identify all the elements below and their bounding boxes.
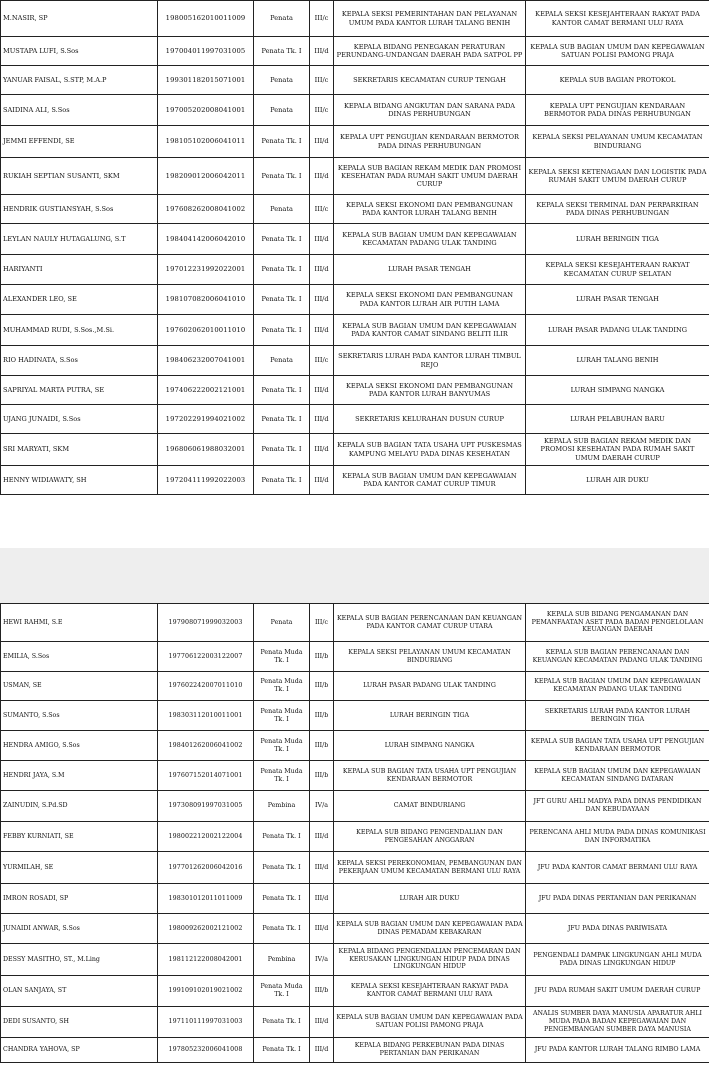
grade-cell: III/d [310, 434, 334, 466]
nip-cell: 198401262006041002 [158, 731, 254, 761]
new-position-cell: KEPALA SUB BAGIAN REKAM MEDIK DAN PROMOSI KESEHATAN PADA RUMAH SAKIT UMUM DAERAH CURUP [526, 434, 709, 466]
grade-cell: IV/a [310, 944, 334, 976]
table-row [1, 761, 709, 791]
rank-cell: Penata Muda Tk. I [254, 761, 310, 791]
table-row [1, 791, 709, 822]
nip-cell: 197805232006041008 [158, 1038, 254, 1063]
nip-cell: 198009262002121002 [158, 914, 254, 944]
rank-cell: Penata Tk. I [254, 1038, 310, 1063]
nip-cell: 196806061988032001 [158, 434, 254, 466]
rank-cell: Penata Tk. I [254, 884, 310, 914]
new-position-cell: JFU PADA RUMAH SAKIT UMUM DAERAH CURUP [526, 976, 709, 1007]
table-row [1, 95, 709, 126]
new-position-cell: LURAH SIMPANG NANGKA [526, 376, 709, 405]
old-position-cell: KEPALA BIDANG ANGKUTAN DAN SARANA PADA DINAS PERHUBUNGAN [334, 95, 526, 126]
grade-cell: III/d [310, 224, 334, 255]
new-position-cell: KEPALA SUB BAGIAN TATA USAHA UPT PENGUJIAN KENDARAAN BERMOTOR [526, 731, 709, 761]
rank-cell: Penata Tk. I [254, 315, 310, 346]
rank-cell: Penata Tk. I [254, 285, 310, 315]
name-cell: IMRON ROSADI, SP [1, 884, 158, 914]
grade-cell: III/c [310, 346, 334, 376]
old-position-cell: KEPALA SEKSI EKONOMI DAN PEMBANGUNAN PADA KANTOR LURAH AIR PUTIH LAMA [334, 285, 526, 315]
new-position-cell: KEPALA UPT PENGUJIAN KENDARAAN BERMOTOR PADA DINAS PERHUBUNGAN [526, 95, 709, 126]
grade-cell: III/d [310, 315, 334, 346]
rank-cell: Penata Muda Tk. I [254, 672, 310, 701]
rank-cell: Penata Tk. I [254, 255, 310, 285]
name-cell: JEMMI EFFENDI, SE [1, 126, 158, 158]
old-position-cell: KEPALA SUB BAGIAN UMUM DAN KEPEGAWAIAN PADA KANTOR CAMAT CURUP TIMUR [334, 466, 526, 495]
nip-cell: 197608262008041002 [158, 195, 254, 224]
grade-cell: III/b [310, 761, 334, 791]
nip-cell: 198404142006042010 [158, 224, 254, 255]
name-cell: DESSY MASITHO, ST., M.Ling [1, 944, 158, 976]
grade-cell: III/d [310, 852, 334, 884]
nip-cell: 197706122003122007 [158, 642, 254, 672]
new-position-cell: SEKRETARIS LURAH PADA KANTOR LURAH BERINGIN TIGA [526, 701, 709, 731]
name-cell: YANUAR FAISAL, S.STP, M.A.P [1, 66, 158, 95]
old-position-cell: KEPALA BIDANG PERKEBUNAN PADA DINAS PERTANIAN DAN PERIKANAN [334, 1038, 526, 1063]
grade-cell: III/d [310, 158, 334, 195]
rank-cell: Penata Tk. I [254, 376, 310, 405]
name-cell: ZAINUDIN, S.Pd.SD [1, 791, 158, 822]
grade-cell: III/d [310, 1007, 334, 1038]
new-position-cell: KEPALA SEKSI PELAYANAN UMUM KECAMATAN BINDURIANG [526, 126, 709, 158]
old-position-cell: KEPALA SUB BAGIAN UMUM DAN KEPEGAWAIAN PADA KANTOR CAMAT SINDANG BELITI ILIR [334, 315, 526, 346]
table-row [1, 642, 709, 672]
old-position-cell: KEPALA UPT PENGUJIAN KENDARAAN BERMOTOR PADA DINAS PERHUBUNGAN [334, 126, 526, 158]
new-position-cell: KEPALA SUB BAGIAN UMUM DAN KEPEGAWAIAN SATUAN POLISI PAMONG PRAJA [526, 37, 709, 66]
old-position-cell: KEPALA SEKSI EKONOMI DAN PEMBANGUNAN PADA KANTOR LURAH TALANG BENIH [334, 195, 526, 224]
old-position-cell: KEPALA BIDANG PENGENDALIAN PENCEMARAN DAN KERUSAKAN LINGKUNGAN HIDUP PADA DINAS LINGKUNGAN HIDUP [334, 944, 526, 976]
name-cell: DEDI SUSANTO, SH [1, 1007, 158, 1038]
name-cell: HENDRI JAYA, S.M [1, 761, 158, 791]
new-position-cell: LURAH TALANG BENIH [526, 346, 709, 376]
new-position-cell: PERENCANA AHLI MUDA PADA DINAS KOMUNIKASI DAN INFORMATIKA [526, 822, 709, 852]
new-position-cell: KEPALA SEKSI KETENAGAAN DAN LOGISTIK PADA RUMAH SAKIT UMUM DAERAH CURUP [526, 158, 709, 195]
grade-cell: III/c [310, 1, 334, 37]
name-cell: UJANG JUNAIDI, S.Sos [1, 405, 158, 434]
grade-cell: III/d [310, 405, 334, 434]
new-position-cell: KEPALA SUB BAGIAN UMUM DAN KEPEGAWAIAN KECAMATAN PADANG ULAK TANDING [526, 672, 709, 701]
nip-cell: 198406232007041001 [158, 346, 254, 376]
new-position-cell: JFT GURU AHLI MADYA PADA DINAS PENDIDIKAN DAN KEBUDAYAAN [526, 791, 709, 822]
rank-cell: Penata Tk. I [254, 822, 310, 852]
nip-cell: 197406222002121001 [158, 376, 254, 405]
rank-cell: Penata Muda Tk. I [254, 731, 310, 761]
name-cell: ALEXANDER LEO, SE [1, 285, 158, 315]
table-row [1, 1, 709, 37]
nip-cell: 197602062010011010 [158, 315, 254, 346]
old-position-cell: SEKRETARIS LURAH PADA KANTOR LURAH TIMBUL REJO [334, 346, 526, 376]
nip-cell: 197308091997031005 [158, 791, 254, 822]
name-cell: MUHAMMAD RUDI, S.Sos.,M.Si. [1, 315, 158, 346]
table-row [1, 701, 709, 731]
new-position-cell: KEPALA SEKSI KESEJAHTERAAN RAKYAT PADA KANTOR CAMAT BERMANI ULU RAYA [526, 1, 709, 37]
name-cell: LEYLAN NAULY HUTAGALUNG, S.T [1, 224, 158, 255]
old-position-cell: KEPALA SEKSI KESEJAHTERAAN RAKYAT PADA KANTOR CAMAT BERMANI ULU RAYA [334, 976, 526, 1007]
table-row [1, 884, 709, 914]
old-position-cell: KEPALA SUB BAGIAN PERENCANAAN DAN KEUANGAN PADA KANTOR CAMAT CURUP UTARA [334, 604, 526, 642]
old-position-cell: KEPALA SUB BAGIAN REKAM MEDIK DAN PROMOSI KESEHATAN PADA RUMAH SAKIT UMUM DAERAH CURUP [334, 158, 526, 195]
name-cell: HEWI RAHMI, S.E [1, 604, 158, 642]
rank-cell: Penata Tk. I [254, 224, 310, 255]
nip-cell: 197908071999032003 [158, 604, 254, 642]
grade-cell: III/b [310, 672, 334, 701]
name-cell: RIO HADINATA, S.Sos [1, 346, 158, 376]
table-row [1, 731, 709, 761]
grade-cell: III/b [310, 731, 334, 761]
old-position-cell: SEKRETARIS KECAMATAN CURUP TENGAH [334, 66, 526, 95]
rank-cell: Penata Tk. I [254, 434, 310, 466]
table-row [1, 914, 709, 944]
name-cell: SAIDINA ALI, S.Sos [1, 95, 158, 126]
old-position-cell: LURAH AIR DUKU [334, 884, 526, 914]
table-row [1, 376, 709, 405]
rank-cell: Penata [254, 604, 310, 642]
grade-cell: III/c [310, 66, 334, 95]
document-page-2 [0, 603, 709, 1082]
nip-cell: 198301012011011009 [158, 884, 254, 914]
name-cell: HENDRA AMIGO, S.Sos [1, 731, 158, 761]
name-cell: SUMANTO, S.Sos [1, 701, 158, 731]
table-row [1, 405, 709, 434]
nip-cell: 199109102019021002 [158, 976, 254, 1007]
nip-cell: 198107082006041010 [158, 285, 254, 315]
nip-cell: 197607152014071001 [158, 761, 254, 791]
table-row [1, 466, 709, 495]
table-row [1, 852, 709, 884]
old-position-cell: KEPALA SEKSI PEREKONOMIAN, PEMBANGUNAN DAN PEKERJAAN UMUM KECAMATAN BERMANI ULU RAYA [334, 852, 526, 884]
name-cell: SAPRIYAL MARTA PUTRA, SE [1, 376, 158, 405]
nip-cell: 198002212002122004 [158, 822, 254, 852]
new-position-cell: JFU PADA DINAS PARIWISATA [526, 914, 709, 944]
table-body-1 [1, 1, 709, 495]
grade-cell: III/c [310, 95, 334, 126]
name-cell: HENDRIK GUSTIANSYAH, S.Sos [1, 195, 158, 224]
table-row [1, 944, 709, 976]
new-position-cell: LURAH PELABUHAN BARU [526, 405, 709, 434]
table-row [1, 158, 709, 195]
old-position-cell: LURAH BERINGIN TIGA [334, 701, 526, 731]
nip-cell: 198105102006041011 [158, 126, 254, 158]
name-cell: RUKIAH SEPTIAN SUSANTI, SKM [1, 158, 158, 195]
rank-cell: Penata Muda Tk. I [254, 976, 310, 1007]
table-row [1, 66, 709, 95]
old-position-cell: KEPALA SUB BAGIAN UMUM DAN KEPEGAWAIAN KECAMATAN PADANG ULAK TANDING [334, 224, 526, 255]
table-row [1, 604, 709, 642]
grade-cell: III/d [310, 822, 334, 852]
grade-cell: III/d [310, 37, 334, 66]
new-position-cell: LURAH AIR DUKU [526, 466, 709, 495]
old-position-cell: LURAH PASAR PADANG ULAK TANDING [334, 672, 526, 701]
old-position-cell: LURAH SIMPANG NANGKA [334, 731, 526, 761]
old-position-cell: KEPALA BIDANG PENEGAKAN PERATURAN PERUNDANG-UNDANGAN DAERAH PADA SATPOL PP [334, 37, 526, 66]
table-row [1, 976, 709, 1007]
name-cell: EMILIA, S.Sos [1, 642, 158, 672]
grade-cell: III/b [310, 642, 334, 672]
rank-cell: Penata [254, 66, 310, 95]
personnel-table-1 [0, 0, 709, 495]
new-position-cell: KEPALA SUB BAGIAN UMUM DAN KEPEGAWAIAN KECAMATAN SINDANG DATARAN [526, 761, 709, 791]
nip-cell: 197004011997031005 [158, 37, 254, 66]
nip-cell: 198112122008042001 [158, 944, 254, 976]
name-cell: HENNY WIDIAWATY, SH [1, 466, 158, 495]
new-position-cell: PENGENDALI DAMPAK LINGKUNGAN AHLI MUDA PADA DINAS LINGKUNGAN HIDUP [526, 944, 709, 976]
table-row [1, 1007, 709, 1038]
old-position-cell: KEPALA SUB BAGIAN UMUM DAN KEPEGAWAIAN PADA DINAS PEMADAM KEBAKARAN [334, 914, 526, 944]
table-row [1, 285, 709, 315]
rank-cell: Penata [254, 1, 310, 37]
nip-cell: 197602242007011010 [158, 672, 254, 701]
table-row [1, 315, 709, 346]
new-position-cell: KEPALA SUB BAGIAN PROTOKOL [526, 66, 709, 95]
table-row [1, 255, 709, 285]
rank-cell: Penata Muda Tk. I [254, 642, 310, 672]
grade-cell: III/d [310, 1038, 334, 1063]
name-cell: M.NASIR, SP [1, 1, 158, 37]
nip-cell: 198303112010011001 [158, 701, 254, 731]
name-cell: OLAN SANJAYA, ST [1, 976, 158, 1007]
table-row [1, 224, 709, 255]
new-position-cell: LURAH PASAR TENGAH [526, 285, 709, 315]
name-cell: MUSTAPA LUFI, S.Sos [1, 37, 158, 66]
grade-cell: III/d [310, 884, 334, 914]
name-cell: YURMILAH, SE [1, 852, 158, 884]
table-row [1, 126, 709, 158]
name-cell: HARIYANTI [1, 255, 158, 285]
rank-cell: Penata Tk. I [254, 1007, 310, 1038]
new-position-cell: KEPALA SUB BAGIAN PERENCANAAN DAN KEUANGAN KECAMATAN PADANG ULAK TANDING [526, 642, 709, 672]
grade-cell: III/c [310, 604, 334, 642]
personnel-table-2 [0, 603, 709, 1063]
old-position-cell: CAMAT BINDURIANG [334, 791, 526, 822]
rank-cell: Penata Tk. I [254, 158, 310, 195]
table-row [1, 672, 709, 701]
new-position-cell: ANALIS SUMBER DAYA MANUSIA APARATUR AHLI MUDA PADA BADAN KEPEGAWAIAN DAN PENGEMBANGAN SUMBER DAYA MANUSIA [526, 1007, 709, 1038]
nip-cell: 199301182015071001 [158, 66, 254, 95]
old-position-cell: KEPALA SUB BAGIAN UMUM DAN KEPEGAWAIAN PADA SATUAN POLISI PAMONG PRAJA [334, 1007, 526, 1038]
old-position-cell: KEPALA SUB BAGIAN TATA USAHA UPT PUSKESMAS KAMPUNG MELAYU PADA DINAS KESEHATAN [334, 434, 526, 466]
page-gap [0, 548, 709, 603]
rank-cell: Penata [254, 346, 310, 376]
rank-cell: Penata Tk. I [254, 466, 310, 495]
new-position-cell: LURAH PASAR PADANG ULAK TANDING [526, 315, 709, 346]
old-position-cell: KEPALA SUB BAGIAN TATA USAHA UPT PENGUJIAN KENDARAAN BERMOTOR [334, 761, 526, 791]
nip-cell: 198005162010011009 [158, 1, 254, 37]
table-row [1, 195, 709, 224]
nip-cell: 197012231992022001 [158, 255, 254, 285]
old-position-cell: SEKRETARIS KELURAHAN DUSUN CURUP [334, 405, 526, 434]
table-row [1, 822, 709, 852]
grade-cell: III/b [310, 701, 334, 731]
name-cell: FEBBY KURNIATI, SE [1, 822, 158, 852]
nip-cell: 197204111992022003 [158, 466, 254, 495]
nip-cell: 197701262006042016 [158, 852, 254, 884]
rank-cell: Pembina [254, 944, 310, 976]
rank-cell: Penata [254, 95, 310, 126]
new-position-cell: KEPALA SEKSI TERMINAL DAN PERPARKIRAN PADA DINAS PERHUBUNGAN [526, 195, 709, 224]
name-cell: USMAN, SE [1, 672, 158, 701]
old-position-cell: LURAH PASAR TENGAH [334, 255, 526, 285]
nip-cell: 198209012006042011 [158, 158, 254, 195]
nip-cell: 197005202008041001 [158, 95, 254, 126]
new-position-cell: KEPALA SUB BIDANG PENGAMANAN DAN PEMANFAATAN ASET PADA BADAN PENGELOLAAN KEUANGAN DAERAH [526, 604, 709, 642]
nip-cell: 197110111997031003 [158, 1007, 254, 1038]
old-position-cell: KEPALA SEKSI PELAYANAN UMUM KECAMATAN BINDURIANG [334, 642, 526, 672]
old-position-cell: KEPALA SEKSI EKONOMI DAN PEMBANGUNAN PADA KANTOR LURAH BANYUMAS [334, 376, 526, 405]
rank-cell: Pembina [254, 791, 310, 822]
rank-cell: Penata Tk. I [254, 126, 310, 158]
old-position-cell: KEPALA SUB BIDANG PENGENDALIAN DAN PENGESAHAN ANGGARAN [334, 822, 526, 852]
grade-cell: III/d [310, 376, 334, 405]
rank-cell: Penata Muda Tk. I [254, 701, 310, 731]
table-row [1, 37, 709, 66]
rank-cell: Penata Tk. I [254, 852, 310, 884]
new-position-cell: JFU PADA DINAS PERTANIAN DAN PERIKANAN [526, 884, 709, 914]
table-body-2 [1, 604, 709, 1063]
grade-cell: III/c [310, 195, 334, 224]
grade-cell: III/d [310, 914, 334, 944]
grade-cell: III/d [310, 285, 334, 315]
table-row [1, 434, 709, 466]
grade-cell: III/d [310, 255, 334, 285]
rank-cell: Penata Tk. I [254, 914, 310, 944]
grade-cell: III/d [310, 126, 334, 158]
name-cell: SRI MARYATI, SKM [1, 434, 158, 466]
grade-cell: III/b [310, 976, 334, 1007]
new-position-cell: KEPALA SEKSI KESEJAHTERAAN RAKYAT KECAMATAN CURUP SELATAN [526, 255, 709, 285]
rank-cell: Penata Tk. I [254, 405, 310, 434]
table-row [1, 346, 709, 376]
rank-cell: Penata [254, 195, 310, 224]
old-position-cell: KEPALA SEKSI PEMERINTAHAN DAN PELAYANAN UMUM PADA KANTOR LURAH TALANG BENIH [334, 1, 526, 37]
new-position-cell: LURAH BERINGIN TIGA [526, 224, 709, 255]
grade-cell: IV/a [310, 791, 334, 822]
grade-cell: III/d [310, 466, 334, 495]
name-cell: CHANDRA YAHOVA, SP [1, 1038, 158, 1063]
rank-cell: Penata Tk. I [254, 37, 310, 66]
new-position-cell: JFU PADA KANTOR LURAH TALANG RIMBO LAMA [526, 1038, 709, 1063]
new-position-cell: JFU PADA KANTOR CAMAT BERMANI ULU RAYA [526, 852, 709, 884]
table-row [1, 1038, 709, 1063]
name-cell: JUNAIDI ANWAR, S.Sos [1, 914, 158, 944]
nip-cell: 197202291994021002 [158, 405, 254, 434]
